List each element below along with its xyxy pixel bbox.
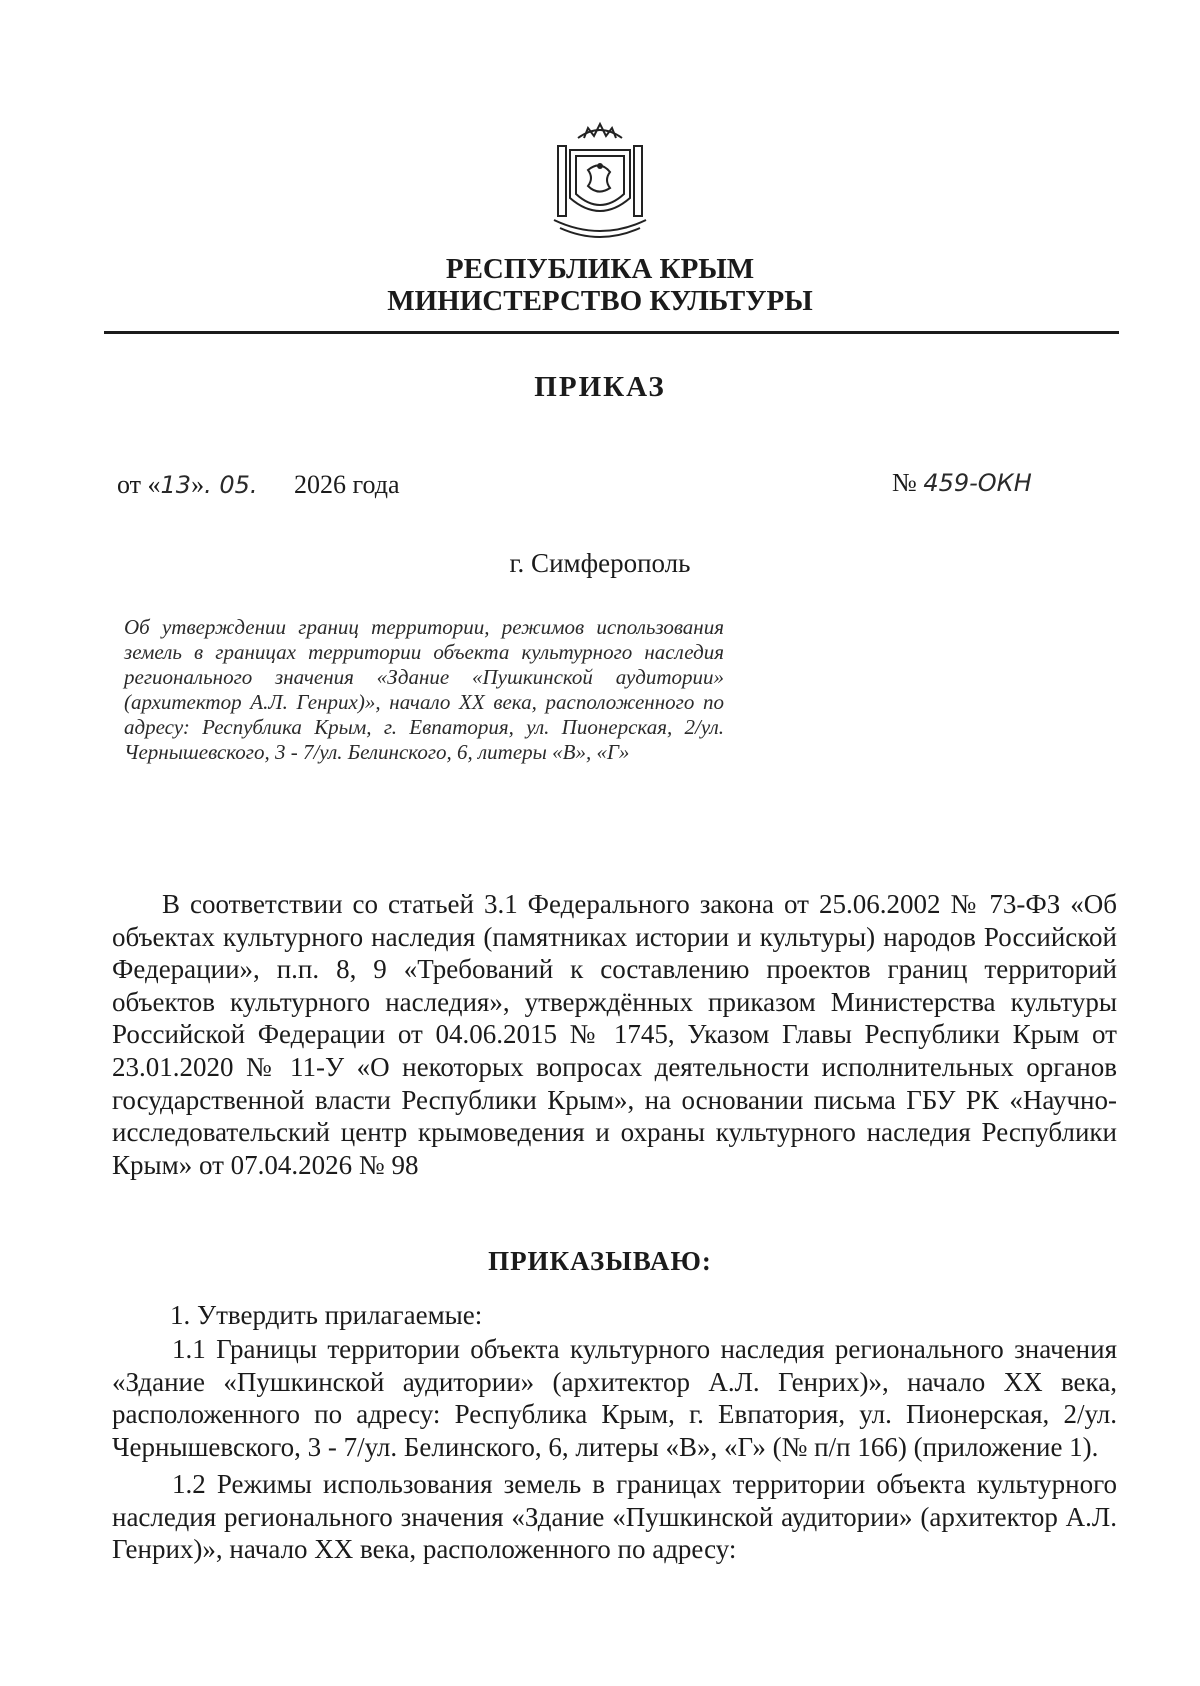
decree-heading: ПРИКАЗЫВАЮ: xyxy=(488,1246,712,1276)
order-date xyxy=(117,470,400,500)
number-prefix: № xyxy=(892,468,917,497)
header-divider xyxy=(104,331,1119,334)
order-city: г. Симферополь xyxy=(509,548,691,578)
order-title: ПРИКАЗ xyxy=(534,371,666,403)
preamble-paragraph: В соответствии со статьей 3.1 Федерального закона от 25.06.2002 № 73-ФЗ «Об объектах культурного наследия (памятниках истории и культуры) народов Российской Федерации», п.п. 8, 9 «Требований к составлению проектов границ территорий объектов культурного наследия», утверждённых приказом Министерства культуры Российской Федерации от 04.06.2015 № 1745, Указом Главы Республики Крым от 23.01.2020 № 11-У «О некоторых вопросах деятельности исполнительных органов государственной власти Республики Крым», на основании письма ГБУ РК «Научно-исследовательский центр крымоведения и охраны культурного наследия Республики Крым» от 07.04.2026 № 98 xyxy=(112,889,1117,1180)
item-1-2: 1.2 Режимы использования земель в границах территории объекта культурного наследия регионального значения «Здание «Пушкинской аудитории» (архитектор А.Л. Генрих)», начало XX века, расположенного по адресу: xyxy=(112,1469,1117,1565)
order-subject: Об утверждении границ территории, режимов использования земель в границах территории объекта культурного наследия регионального значения «Здание «Пушкинской аудитории» (архитектор А.Л. Генрих)», начало XX века, расположенного по адресу: Республика Крым, г. Евпатория, ул. Пионерская, 2/ул. Чернышевского, 3 - 7/ул. Белинского, 6, литеры «В», «Г» xyxy=(124,615,724,764)
date-day: 13 xyxy=(160,471,192,499)
date-prefix: от « xyxy=(117,470,161,499)
date-month: . 05. xyxy=(204,471,258,499)
date-separator: » xyxy=(191,470,205,499)
item-1-1: 1.1 Границы территории объекта культурного наследия регионального значения «Здание «Пушкинской аудитории» (архитектор А.Л. Генрих)», начало XX века, расположенного по адресу: Республика Крым, г. Евпатория, ул. Пионерская, 2/ул. Чернышевского, 3 - 7/ул. Белинского, 6, литеры «В», «Г» (№ п/п 166) (приложение 1). xyxy=(112,1334,1117,1462)
order-number xyxy=(892,468,1032,498)
number-value: 459-ОКН xyxy=(923,469,1032,497)
item-1: 1. Утвердить прилагаемые: xyxy=(170,1300,483,1330)
date-year: 2026 года xyxy=(294,470,400,499)
crimea-coat-of-arms-icon xyxy=(548,120,652,240)
ministry-title: МИНИСТЕРСТВО КУЛЬТУРЫ xyxy=(387,285,813,317)
republic-title: РЕСПУБЛИКА КРЫМ xyxy=(445,253,755,285)
